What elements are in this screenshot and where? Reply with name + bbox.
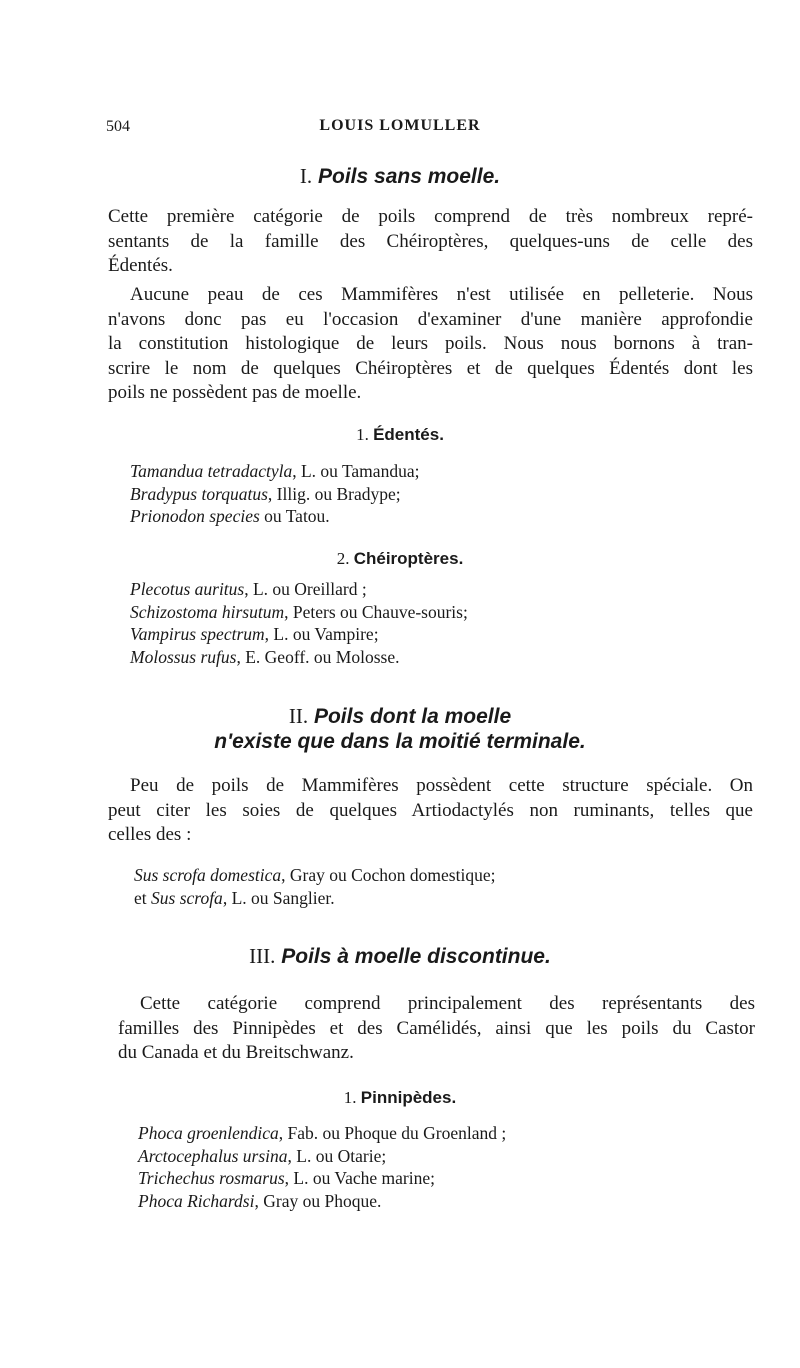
species-common: , L. ou Vampire; bbox=[264, 624, 379, 644]
running-head-author: LOUIS LOMULLER bbox=[319, 117, 481, 134]
text-line: la constitution histologique de leurs poils. Nous nous bornons à tran- bbox=[108, 333, 753, 354]
text-line: sentants de la famille des Chéiroptères, quelques-uns de celle des bbox=[108, 230, 753, 252]
species-entry bbox=[130, 623, 468, 646]
section-2-number: II. bbox=[288, 704, 309, 728]
section-1-paragraph-1 bbox=[108, 205, 753, 279]
scientific-name: Bradypus torquatus bbox=[130, 483, 268, 504]
species-entry bbox=[130, 505, 419, 528]
species-common: , L. ou Oreillard ; bbox=[244, 579, 367, 599]
species-common: , Illig. ou Bradype; bbox=[267, 483, 401, 504]
species-common: , L. ou Tamandua; bbox=[292, 461, 420, 481]
section-2-heading-cont: n'existe que dans la moitié terminale. bbox=[214, 730, 586, 753]
species-common: , Gray ou Cochon domestique; bbox=[281, 865, 496, 885]
subsection-title: Édentés. bbox=[373, 425, 444, 444]
species-list-suides bbox=[134, 864, 495, 909]
species-common: , L. ou Vache marine; bbox=[284, 1168, 435, 1188]
scientific-name: Prionodon species bbox=[130, 506, 260, 526]
text-line: familles des Pinnipèdes et des Camélidés, ainsi que les poils du Castor bbox=[118, 1017, 755, 1039]
species-entry bbox=[130, 483, 419, 506]
subsection-cheiropteres-heading bbox=[0, 549, 800, 569]
subsection-edentes-heading bbox=[0, 425, 800, 445]
species-entry bbox=[138, 1145, 506, 1168]
species-entry bbox=[134, 864, 495, 887]
section-1-title bbox=[0, 164, 800, 189]
species-entry bbox=[130, 460, 419, 483]
species-entry bbox=[130, 578, 468, 601]
species-common: , E. Geoff. ou Molosse. bbox=[236, 646, 400, 667]
subsection-title: Pinnipèdes. bbox=[360, 1088, 457, 1107]
subsection-pinnipedes-heading bbox=[0, 1088, 800, 1108]
species-entry bbox=[130, 646, 468, 669]
section-2-title-line-1 bbox=[0, 704, 800, 729]
text-line: du Canada et du Breitschwanz. bbox=[118, 1042, 354, 1063]
text-line: peut citer les soies de quelques Artiodactylés non ruminants, telles que bbox=[108, 799, 753, 821]
section-2-heading: Poils dont la moelle bbox=[313, 705, 512, 728]
scientific-name: Phoca groenlendica bbox=[138, 1123, 279, 1143]
subsection-number: 1. bbox=[343, 1088, 357, 1107]
species-entry bbox=[138, 1167, 506, 1190]
scientific-name: Vampirus spectrum bbox=[130, 624, 265, 644]
subsection-title: Chéiroptères. bbox=[353, 549, 464, 568]
species-entry bbox=[134, 887, 495, 910]
species-common: , Gray ou Phoque. bbox=[254, 1190, 382, 1211]
scientific-name: Schizostoma hirsutum bbox=[130, 601, 285, 622]
species-entry bbox=[138, 1122, 506, 1145]
section-3-title bbox=[0, 944, 800, 969]
section-2-title-line-2 bbox=[0, 730, 800, 754]
species-prefix: et bbox=[134, 887, 152, 908]
subsection-number: 1. bbox=[356, 425, 369, 444]
text-line: Cette première catégorie de poils comprend de très nombreux repré- bbox=[108, 206, 753, 227]
text-line: Peu de poils de Mammifères possèdent cette structure spéciale. On bbox=[130, 775, 753, 796]
text-line: celles des : bbox=[108, 824, 192, 845]
species-list-edentes bbox=[130, 460, 419, 528]
section-3-number: III. bbox=[249, 944, 276, 968]
species-common: , Peters ou Chauve-souris; bbox=[284, 601, 468, 622]
species-common: , L. ou Sanglier. bbox=[222, 887, 335, 908]
text-line: Aucune peau de ces Mammifères n'est utilisée en pelleterie. Nous bbox=[130, 284, 753, 305]
species-common: ou Tatou. bbox=[259, 506, 330, 526]
species-entry bbox=[138, 1190, 506, 1213]
scientific-name: Sus scrofa domestica bbox=[134, 865, 282, 885]
section-1-number: I. bbox=[299, 164, 313, 188]
text-line: poils ne possèdent pas de moelle. bbox=[108, 382, 362, 403]
text-line: scrire le nom de quelques Chéiroptères et de quelques Édentés dont les bbox=[108, 357, 753, 379]
text-line: Édentés. bbox=[108, 255, 173, 276]
scientific-name: Phoca Richardsi bbox=[138, 1190, 255, 1211]
section-2-paragraph bbox=[108, 774, 753, 848]
scientific-name: Trichechus rosmarus bbox=[138, 1168, 285, 1188]
page-number: 504 bbox=[106, 118, 130, 135]
section-1-heading: Poils sans moelle. bbox=[318, 165, 501, 188]
subsection-number: 2. bbox=[336, 549, 350, 568]
species-list-pinnipedes bbox=[138, 1122, 506, 1212]
species-common: , L. ou Otarie; bbox=[287, 1145, 387, 1166]
scientific-name: Tamandua tetradactyla bbox=[130, 461, 293, 481]
scientific-name: Plecotus auritus bbox=[130, 579, 245, 599]
species-list-cheiropteres bbox=[130, 578, 468, 668]
text-line: n'avons donc pas eu l'occasion d'examiner d'une manière approfondie bbox=[108, 308, 753, 330]
text-line: Cette catégorie comprend principalement des représentants des bbox=[140, 993, 755, 1014]
scientific-name: Sus scrofa bbox=[151, 887, 223, 908]
scientific-name: Molossus rufus bbox=[130, 646, 237, 667]
section-3-paragraph bbox=[118, 992, 755, 1066]
species-common: , Fab. ou Phoque du Groenland ; bbox=[278, 1123, 507, 1143]
section-3-heading: Poils à moelle discontinue. bbox=[281, 945, 551, 968]
scientific-name: Arctocephalus ursina bbox=[138, 1145, 288, 1166]
species-entry bbox=[130, 601, 468, 624]
section-1-paragraph-2 bbox=[108, 283, 753, 406]
